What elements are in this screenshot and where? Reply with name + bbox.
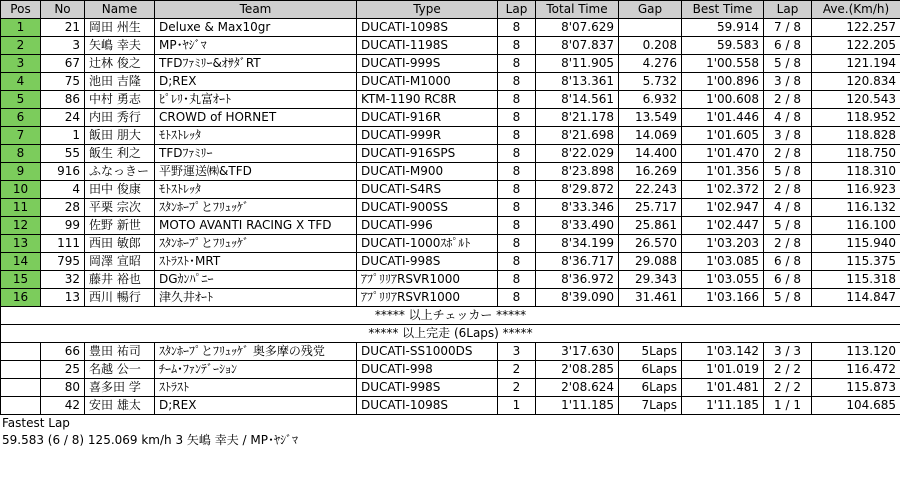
average-speed-cell: 116.923 — [812, 181, 900, 199]
gap-cell: 13.549 — [619, 109, 682, 127]
name-cell: 名越 公一 — [85, 361, 155, 379]
average-speed-cell: 120.543 — [812, 91, 900, 109]
gap-cell — [619, 19, 682, 37]
best-lap-cell: 4 / 8 — [764, 109, 812, 127]
header-cell: Gap — [619, 1, 682, 19]
table-row — [1, 271, 900, 289]
header-cell: Best Time — [682, 1, 764, 19]
best-time-cell: 1'01.470 — [682, 145, 764, 163]
team-cell: ﾓﾄｽﾄﾚｯﾀ — [155, 181, 357, 199]
type-cell: DUCATI-1198S — [357, 37, 498, 55]
team-cell: MOTO AVANTI RACING X TFD — [155, 217, 357, 235]
number-cell: 86 — [41, 91, 85, 109]
type-cell: DUCATI-M900 — [357, 163, 498, 181]
total-time-cell: 1'11.185 — [536, 397, 619, 415]
team-cell: 平野運送㈱&TFD — [155, 163, 357, 181]
average-speed-cell: 116.472 — [812, 361, 900, 379]
best-time-cell: 59.914 — [682, 19, 764, 37]
team-cell: TFDﾌｧﾐﾘｰ&ｵｻﾀﾞRT — [155, 55, 357, 73]
lap-cell: 8 — [498, 199, 536, 217]
table-row — [1, 163, 900, 181]
average-speed-cell: 116.100 — [812, 217, 900, 235]
header-cell: No — [41, 1, 85, 19]
lap-cell: 8 — [498, 253, 536, 271]
best-lap-cell: 7 / 8 — [764, 19, 812, 37]
type-cell: DUCATI-M1000 — [357, 73, 498, 91]
average-speed-cell: 121.194 — [812, 55, 900, 73]
pos-cell: 2 — [1, 37, 41, 55]
best-time-cell: 1'03.142 — [682, 343, 764, 361]
pos-cell: 6 — [1, 109, 41, 127]
type-cell: DUCATI-S4RS — [357, 181, 498, 199]
number-cell: 13 — [41, 289, 85, 307]
lap-cell: 2 — [498, 361, 536, 379]
lap-cell: 1 — [498, 397, 536, 415]
best-lap-cell: 6 / 8 — [764, 253, 812, 271]
best-time-cell: 1'02.372 — [682, 181, 764, 199]
table-row — [1, 199, 900, 217]
best-lap-cell: 2 / 2 — [764, 379, 812, 397]
pos-cell: 9 — [1, 163, 41, 181]
name-cell: 西田 敏郎 — [85, 235, 155, 253]
name-cell: 中村 勇志 — [85, 91, 155, 109]
gap-cell: 6Laps — [619, 361, 682, 379]
total-time-cell: 8'39.090 — [536, 289, 619, 307]
name-cell: 岡澤 宣昭 — [85, 253, 155, 271]
lap-cell: 8 — [498, 37, 536, 55]
number-cell: 795 — [41, 253, 85, 271]
total-time-cell: 8'36.717 — [536, 253, 619, 271]
gap-cell: 6.932 — [619, 91, 682, 109]
total-time-cell: 3'17.630 — [536, 343, 619, 361]
name-cell: 豊田 祐司 — [85, 343, 155, 361]
best-time-cell: 1'01.605 — [682, 127, 764, 145]
pos-cell: 1 — [1, 19, 41, 37]
number-cell: 21 — [41, 19, 85, 37]
table-row — [1, 253, 900, 271]
gap-cell: 31.461 — [619, 289, 682, 307]
pos-cell: 15 — [1, 271, 41, 289]
fastest-lap-section — [0, 415, 900, 449]
table-row — [1, 37, 900, 55]
best-time-cell: 1'01.356 — [682, 163, 764, 181]
table-row — [1, 73, 900, 91]
team-cell: D;REX — [155, 73, 357, 91]
type-cell: ｱﾌﾟﾘﾘｱRSVR1000 — [357, 289, 498, 307]
team-cell: TFDﾌｧﾐﾘｰ — [155, 145, 357, 163]
best-lap-cell: 6 / 8 — [764, 271, 812, 289]
total-time-cell: 8'36.972 — [536, 271, 619, 289]
number-cell: 916 — [41, 163, 85, 181]
team-cell: ﾋﾟﾚﾘ･丸富ｵｰﾄ — [155, 91, 357, 109]
table-row — [1, 379, 900, 397]
average-speed-cell: 114.847 — [812, 289, 900, 307]
table-row — [1, 109, 900, 127]
number-cell: 42 — [41, 397, 85, 415]
best-lap-cell: 3 / 8 — [764, 73, 812, 91]
best-lap-cell: 6 / 8 — [764, 37, 812, 55]
pos-cell — [1, 397, 41, 415]
type-cell: DUCATI-999S — [357, 55, 498, 73]
gap-cell: 29.343 — [619, 271, 682, 289]
type-cell: DUCATI-1000ｽﾎﾟﾙﾄ — [357, 235, 498, 253]
total-time-cell: 8'21.698 — [536, 127, 619, 145]
team-cell: D;REX — [155, 397, 357, 415]
best-time-cell: 1'03.203 — [682, 235, 764, 253]
total-time-cell: 8'11.905 — [536, 55, 619, 73]
average-speed-cell: 120.834 — [812, 73, 900, 91]
team-cell: ｽﾀﾝﾎｰﾌﾟとﾌﾘｭｯｹﾞ — [155, 199, 357, 217]
name-cell: 安田 雄太 — [85, 397, 155, 415]
type-cell: DUCATI-SS1000DS — [357, 343, 498, 361]
type-cell: KTM-1190 RC8R — [357, 91, 498, 109]
total-time-cell: 8'34.199 — [536, 235, 619, 253]
gap-cell: 14.069 — [619, 127, 682, 145]
total-time-cell: 8'23.898 — [536, 163, 619, 181]
best-lap-cell: 4 / 8 — [764, 199, 812, 217]
average-speed-cell: 115.318 — [812, 271, 900, 289]
name-cell: 岡田 州生 — [85, 19, 155, 37]
lap-cell: 8 — [498, 163, 536, 181]
team-cell: ｽﾄﾗｽﾄ — [155, 379, 357, 397]
header-cell: Ave.(Km/h) — [812, 1, 900, 19]
name-cell: 内田 秀行 — [85, 109, 155, 127]
table-row — [1, 397, 900, 415]
best-lap-cell: 2 / 8 — [764, 145, 812, 163]
lap-cell: 8 — [498, 19, 536, 37]
total-time-cell: 2'08.624 — [536, 379, 619, 397]
number-cell: 111 — [41, 235, 85, 253]
team-cell: CROWD of HORNET — [155, 109, 357, 127]
type-cell: DUCATI-998 — [357, 361, 498, 379]
number-cell: 32 — [41, 271, 85, 289]
table-row — [1, 217, 900, 235]
lap-cell: 8 — [498, 181, 536, 199]
pos-cell — [1, 343, 41, 361]
lap-cell: 3 — [498, 343, 536, 361]
header-cell: Lap — [764, 1, 812, 19]
type-cell: DUCATI-996 — [357, 217, 498, 235]
average-speed-cell: 118.310 — [812, 163, 900, 181]
best-time-cell: 1'01.019 — [682, 361, 764, 379]
header-cell: Lap — [498, 1, 536, 19]
name-cell: 池田 吉隆 — [85, 73, 155, 91]
name-cell: 平栗 宗次 — [85, 199, 155, 217]
best-lap-cell: 2 / 8 — [764, 181, 812, 199]
number-cell: 24 — [41, 109, 85, 127]
average-speed-cell: 118.828 — [812, 127, 900, 145]
gap-cell: 22.243 — [619, 181, 682, 199]
name-cell: 佐野 新世 — [85, 217, 155, 235]
average-speed-cell: 115.940 — [812, 235, 900, 253]
name-cell: 飯生 利之 — [85, 145, 155, 163]
team-cell: 津久井ｵｰﾄ — [155, 289, 357, 307]
best-time-cell: 1'03.166 — [682, 289, 764, 307]
lap-cell: 8 — [498, 73, 536, 91]
best-time-cell: 1'00.558 — [682, 55, 764, 73]
number-cell: 75 — [41, 73, 85, 91]
pos-cell: 5 — [1, 91, 41, 109]
number-cell: 25 — [41, 361, 85, 379]
total-time-cell: 8'33.490 — [536, 217, 619, 235]
best-time-cell: 1'01.446 — [682, 109, 764, 127]
type-cell: DUCATI-998S — [357, 253, 498, 271]
total-time-cell: 2'08.285 — [536, 361, 619, 379]
pos-cell: 10 — [1, 181, 41, 199]
best-time-cell: 1'03.085 — [682, 253, 764, 271]
number-cell: 4 — [41, 181, 85, 199]
fastest-lap-text: 59.583 (6 / 8) 125.069 km/h 3 矢嶋 幸夫 / MP･ﾔｼﾞﾏ — [2, 433, 298, 447]
table-row — [1, 145, 900, 163]
results-body — [1, 19, 900, 415]
header-cell: Team — [155, 1, 357, 19]
best-time-cell: 1'00.608 — [682, 91, 764, 109]
total-time-cell: 8'21.178 — [536, 109, 619, 127]
total-time-cell: 8'13.361 — [536, 73, 619, 91]
total-time-cell: 8'22.029 — [536, 145, 619, 163]
type-cell: DUCATI-1098S — [357, 397, 498, 415]
number-cell: 1 — [41, 127, 85, 145]
lap-cell: 8 — [498, 145, 536, 163]
pos-cell: 3 — [1, 55, 41, 73]
name-cell: ふなっきー — [85, 163, 155, 181]
team-cell: ﾓﾄｽﾄﾚｯﾀ — [155, 127, 357, 145]
table-row — [1, 235, 900, 253]
name-cell: 喜多田 学 — [85, 379, 155, 397]
total-time-cell: 8'29.872 — [536, 181, 619, 199]
best-time-cell: 1'03.055 — [682, 271, 764, 289]
average-speed-cell: 122.257 — [812, 19, 900, 37]
number-cell: 80 — [41, 379, 85, 397]
best-time-cell: 1'00.896 — [682, 73, 764, 91]
type-cell: ｱﾌﾟﾘﾘｱRSVR1000 — [357, 271, 498, 289]
table-row — [1, 343, 900, 361]
team-cell: ｽﾀﾝﾎｰﾌﾟとﾌﾘｭｯｹﾞ 奥多摩の残党 — [155, 343, 357, 361]
best-lap-cell: 3 / 8 — [764, 127, 812, 145]
table-row — [1, 127, 900, 145]
gap-cell: 7Laps — [619, 397, 682, 415]
lap-cell: 8 — [498, 217, 536, 235]
average-speed-cell: 113.120 — [812, 343, 900, 361]
type-cell: DUCATI-916SPS — [357, 145, 498, 163]
pos-cell: 7 — [1, 127, 41, 145]
type-cell: DUCATI-999R — [357, 127, 498, 145]
average-speed-cell: 115.375 — [812, 253, 900, 271]
gap-cell: 14.400 — [619, 145, 682, 163]
table-row — [1, 361, 900, 379]
number-cell: 99 — [41, 217, 85, 235]
name-cell: 西川 暢行 — [85, 289, 155, 307]
best-lap-cell: 2 / 2 — [764, 361, 812, 379]
best-time-cell: 1'02.447 — [682, 217, 764, 235]
team-cell: Deluxe & Max10gr — [155, 19, 357, 37]
average-speed-cell: 104.685 — [812, 397, 900, 415]
lap-cell: 8 — [498, 55, 536, 73]
header-cell: Total Time — [536, 1, 619, 19]
checker-separator-row — [1, 307, 900, 325]
gap-cell: 29.088 — [619, 253, 682, 271]
best-lap-cell: 1 / 1 — [764, 397, 812, 415]
team-cell: MP･ﾔｼﾞﾏ — [155, 37, 357, 55]
table-row — [1, 19, 900, 37]
team-cell: ｽﾄﾗｽﾄ･MRT — [155, 253, 357, 271]
pos-cell: 11 — [1, 199, 41, 217]
type-cell: DUCATI-1098S — [357, 19, 498, 37]
number-cell: 66 — [41, 343, 85, 361]
name-cell: 田中 俊康 — [85, 181, 155, 199]
gap-cell: 25.861 — [619, 217, 682, 235]
type-cell: DUCATI-916R — [357, 109, 498, 127]
pos-cell: 8 — [1, 145, 41, 163]
total-time-cell: 8'14.561 — [536, 91, 619, 109]
gap-cell: 6Laps — [619, 379, 682, 397]
pos-cell: 13 — [1, 235, 41, 253]
lap-cell: 8 — [498, 271, 536, 289]
pos-cell — [1, 361, 41, 379]
total-time-cell: 8'33.346 — [536, 199, 619, 217]
gap-cell: 4.276 — [619, 55, 682, 73]
best-lap-cell: 2 / 8 — [764, 91, 812, 109]
type-cell: DUCATI-998S — [357, 379, 498, 397]
average-speed-cell: 122.205 — [812, 37, 900, 55]
gap-cell: 16.269 — [619, 163, 682, 181]
best-lap-cell: 3 / 3 — [764, 343, 812, 361]
total-time-cell: 8'07.837 — [536, 37, 619, 55]
pos-cell: 4 — [1, 73, 41, 91]
table-row — [1, 181, 900, 199]
number-cell: 28 — [41, 199, 85, 217]
pos-cell: 14 — [1, 253, 41, 271]
pos-cell: 16 — [1, 289, 41, 307]
best-time-cell: 1'02.947 — [682, 199, 764, 217]
gap-cell: 5Laps — [619, 343, 682, 361]
best-time-cell: 1'11.185 — [682, 397, 764, 415]
best-lap-cell: 2 / 8 — [764, 235, 812, 253]
number-cell: 55 — [41, 145, 85, 163]
name-cell: 辻林 俊之 — [85, 55, 155, 73]
lap-cell: 8 — [498, 109, 536, 127]
lap-cell: 8 — [498, 235, 536, 253]
lap-cell: 2 — [498, 379, 536, 397]
type-cell: DUCATI-900SS — [357, 199, 498, 217]
best-lap-cell: 5 / 8 — [764, 163, 812, 181]
name-cell: 矢嶋 幸夫 — [85, 37, 155, 55]
header-cell: Name — [85, 1, 155, 19]
average-speed-cell: 118.952 — [812, 109, 900, 127]
number-cell: 3 — [41, 37, 85, 55]
checker-separator: ***** 以上チェッカー ***** — [1, 307, 900, 325]
table-row — [1, 289, 900, 307]
gap-cell: 0.208 — [619, 37, 682, 55]
best-lap-cell: 5 / 8 — [764, 55, 812, 73]
finish-separator: ***** 以上完走 (6Laps) ***** — [1, 325, 900, 343]
best-time-cell: 1'01.481 — [682, 379, 764, 397]
header-cell: Pos — [1, 1, 41, 19]
team-cell: ﾁｰﾑ･ﾌｧﾝﾃﾞｰｼｮﾝ — [155, 361, 357, 379]
best-lap-cell: 5 / 8 — [764, 217, 812, 235]
finish-separator-row — [1, 325, 900, 343]
name-cell: 藤井 裕也 — [85, 271, 155, 289]
gap-cell: 5.732 — [619, 73, 682, 91]
header-row — [1, 1, 900, 19]
pos-cell — [1, 379, 41, 397]
average-speed-cell: 115.873 — [812, 379, 900, 397]
gap-cell: 25.717 — [619, 199, 682, 217]
table-row — [1, 91, 900, 109]
total-time-cell: 8'07.629 — [536, 19, 619, 37]
lap-cell: 8 — [498, 289, 536, 307]
team-cell: ｽﾀﾝﾎｰﾌﾟとﾌﾘｭｯｹﾞ — [155, 235, 357, 253]
lap-cell: 8 — [498, 127, 536, 145]
team-cell: DGｶﾝﾊﾟﾆｰ — [155, 271, 357, 289]
best-time-cell: 59.583 — [682, 37, 764, 55]
fastest-lap-title: Fastest Lap — [2, 416, 70, 430]
pos-cell: 12 — [1, 217, 41, 235]
table-row — [1, 55, 900, 73]
average-speed-cell: 118.750 — [812, 145, 900, 163]
name-cell: 飯田 朋大 — [85, 127, 155, 145]
gap-cell: 26.570 — [619, 235, 682, 253]
lap-cell: 8 — [498, 91, 536, 109]
header-cell: Type — [357, 1, 498, 19]
number-cell: 67 — [41, 55, 85, 73]
average-speed-cell: 116.132 — [812, 199, 900, 217]
best-lap-cell: 5 / 8 — [764, 289, 812, 307]
